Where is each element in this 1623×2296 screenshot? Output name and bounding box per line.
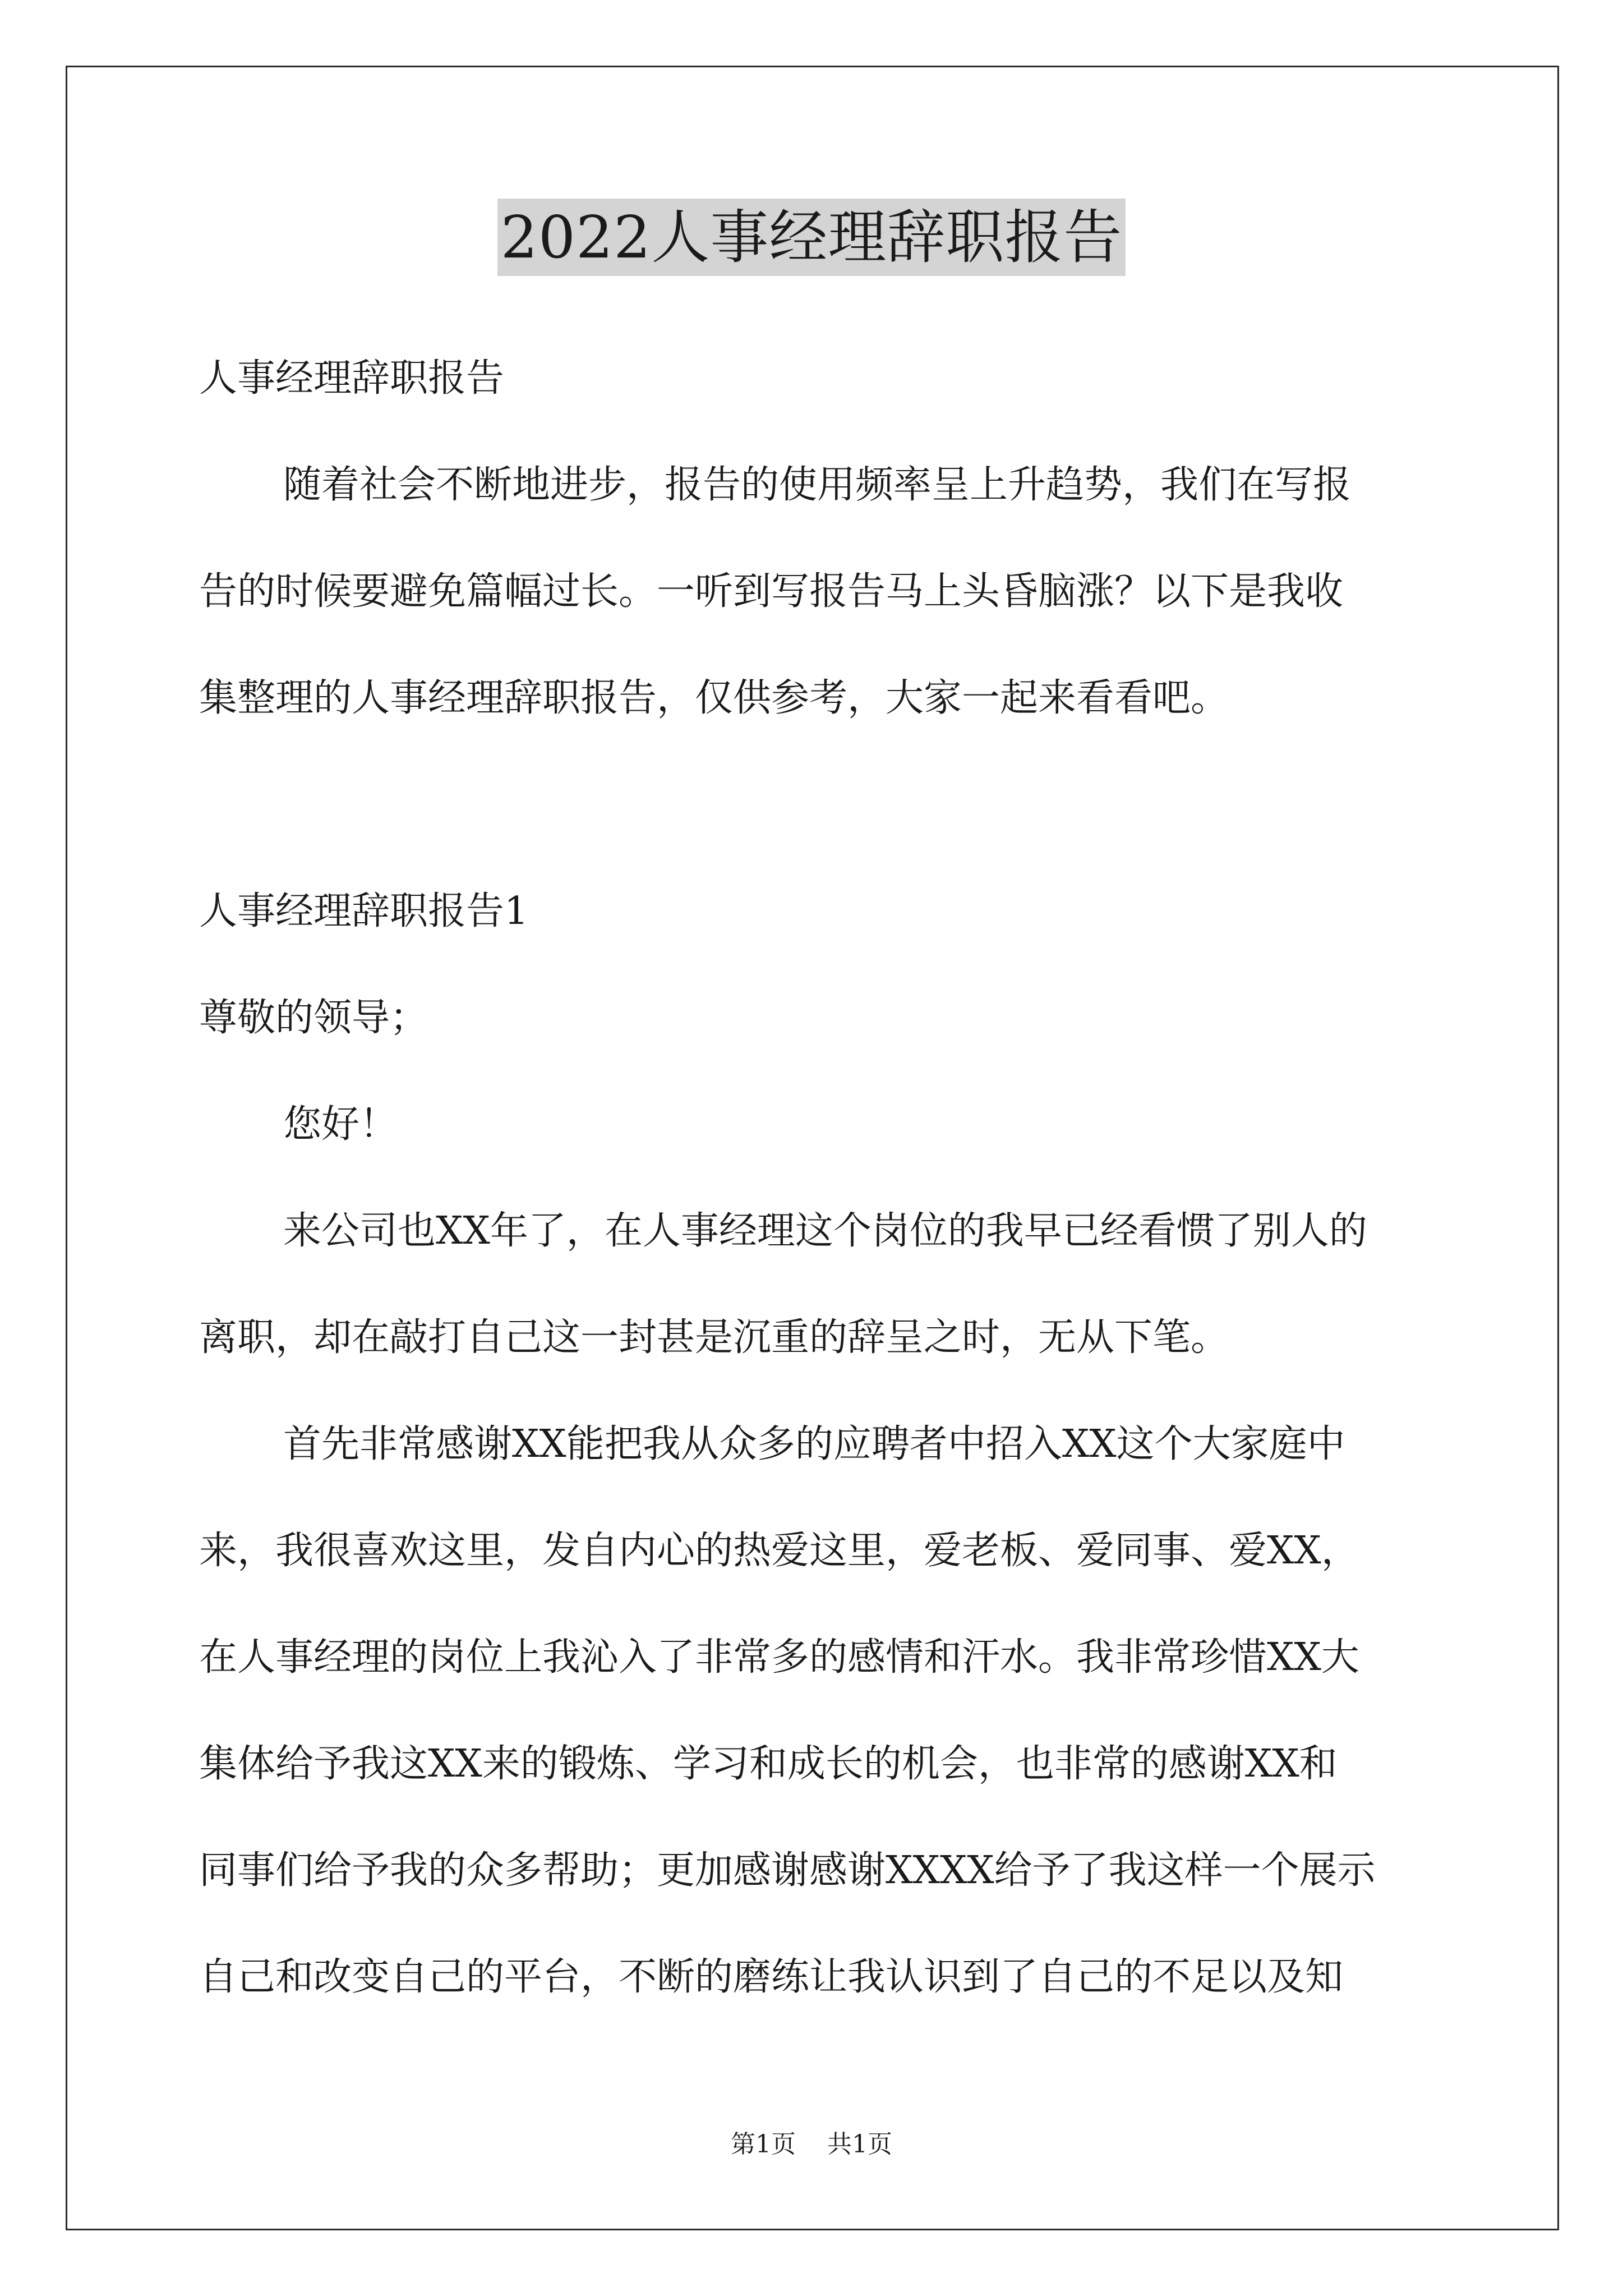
paragraph-line: 自己和改变自己的平台，不断的磨练让我认识到了自己的不足以及知: [199, 1955, 1344, 1999]
document-title: 2022人事经理辞职报告: [497, 199, 1126, 276]
section-heading: 人事经理辞职报告: [199, 356, 505, 401]
greeting: 您好！: [283, 1102, 398, 1147]
paragraph-line: 集整理的人事经理辞职报告，仅供参考，大家一起来看看吧。: [199, 676, 1229, 720]
paragraph-line: 在人事经理的岗位上我沁入了非常多的感情和汗水。我非常珍惜XX大: [199, 1635, 1359, 1680]
salutation: 尊敬的领导；: [199, 996, 428, 1040]
page-total: 共1页: [827, 2130, 892, 2159]
paragraph-line: 离职，却在敲打自己这一封甚是沉重的辞呈之时，无从下笔。: [199, 1315, 1229, 1360]
paragraph-line: 来公司也XX年了，在人事经理这个岗位的我早已经看惯了别人的: [283, 1209, 1367, 1253]
paragraph-line: 随着社会不断地进步，报告的使用频率呈上升趋势，我们在写报: [283, 463, 1352, 507]
page-number: 第1页: [731, 2130, 796, 2159]
paragraph-line: 同事们给予我的众多帮助；更加感谢感谢XXXX给予了我这样一个展示: [199, 1848, 1376, 1893]
paragraph-line: 首先非常感谢XX能把我从众多的应聘者中招入XX这个大家庭中: [283, 1422, 1345, 1466]
section-heading: 人事经理辞职报告1: [199, 889, 529, 933]
page-footer: [0, 2128, 1623, 2161]
paragraph-line: 告的时候要避免篇幅过长。一听到写报告马上头昏脑涨？以下是我收: [199, 569, 1344, 614]
title-container: [0, 199, 1623, 276]
paragraph-line: 来，我很喜欢这里，发自内心的热爱这里，爱老板、爱同事、爱XX，: [199, 1529, 1359, 1573]
paragraph-line: 集体给予我这XX来的锻炼、学习和成长的机会，也非常的感谢XX和: [199, 1742, 1338, 1786]
